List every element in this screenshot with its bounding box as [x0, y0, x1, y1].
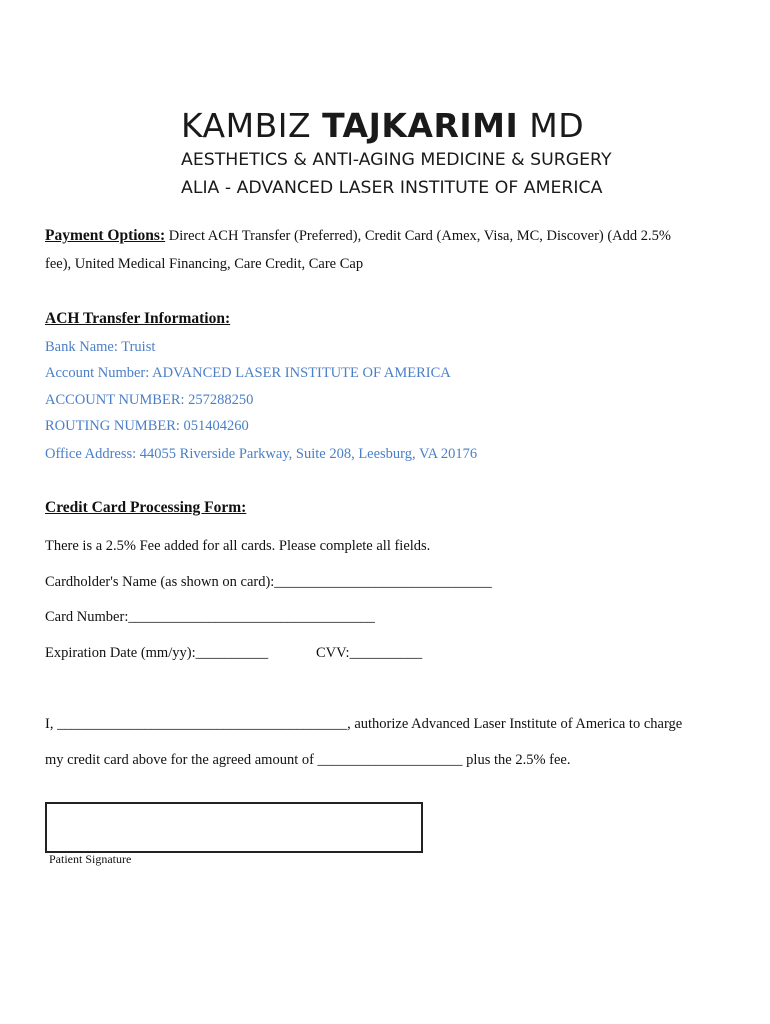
logo-name-suffix: MD — [529, 106, 585, 145]
cc-fee-note: There is a 2.5% Fee added for all cards. Please complete all fields. — [45, 538, 431, 554]
logo-name-last: TAJKARIMI — [322, 106, 519, 145]
practice-logo — [181, 106, 612, 202]
ach-routing-number: ROUTING NUMBER: 051404260 — [45, 418, 249, 434]
ach-account-number: ACCOUNT NUMBER: 257288250 — [45, 392, 254, 408]
patient-signature-box[interactable] — [45, 802, 423, 853]
ach-account-name: Account Number: ADVANCED LASER INSTITUTE OF AMERICA — [45, 365, 451, 381]
patient-signature-label: Patient Signature — [49, 852, 132, 866]
payment-options-line1 — [45, 227, 671, 245]
authorization-line2[interactable]: my credit card above for the agreed amount of ____________________ plus the 2.5% fee. — [45, 752, 571, 768]
cc-heading: Credit Card Processing Form: — [45, 499, 247, 516]
card-number-field[interactable]: Card Number:__________________________________ — [45, 609, 375, 625]
ach-heading: ACH Transfer Information: — [45, 310, 231, 327]
logo-name — [181, 106, 601, 146]
logo-name-first: KAMBIZ — [181, 106, 312, 145]
expiration-date-field[interactable]: Expiration Date (mm/yy):__________ — [45, 645, 269, 661]
cvv-field[interactable]: CVV:__________ — [316, 645, 423, 661]
authorization-line1[interactable]: I, ________________________________________, authorize Advanced Laser Institute of America to charge — [45, 716, 683, 732]
ach-bank-name: Bank Name: Truist — [45, 339, 156, 355]
logo-tagline: AESTHETICS & ANTI-AGING MEDICINE & SURGERY — [181, 150, 612, 170]
payment-options-line2: fee), United Medical Financing, Care Credit, Care Cap — [45, 256, 364, 272]
ach-office-address: Office Address: 44055 Riverside Parkway, Suite 208, Leesburg, VA 20176 — [45, 446, 478, 462]
cardholder-name-field[interactable]: Cardholder's Name (as shown on card):______________________________ — [45, 574, 492, 590]
logo-institute: ALIA - ADVANCED LASER INSTITUTE OF AMERICA — [181, 178, 603, 198]
payment-options-text1: Direct ACH Transfer (Preferred), Credit Card (Amex, Visa, MC, Discover) (Add 2.5% — [165, 228, 671, 244]
payment-options-label: Payment Options: — [45, 227, 166, 244]
